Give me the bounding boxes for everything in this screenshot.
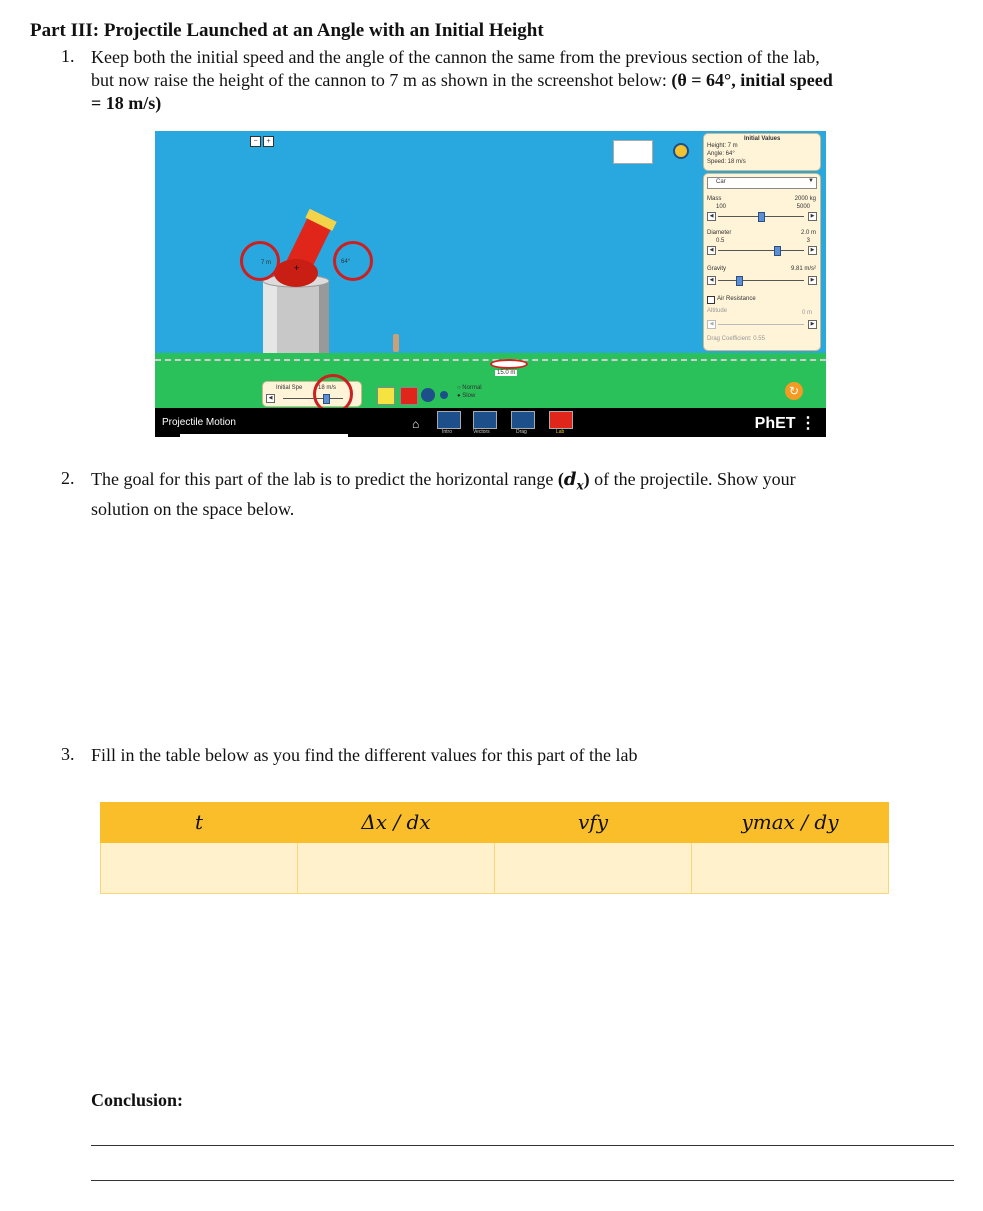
conclusion-label: Conclusion: — [91, 1090, 184, 1110]
q2-line2: solution on the space below. — [91, 498, 295, 519]
table-header-row — [101, 803, 889, 843]
speed-decrease-button[interactable]: ◀ — [266, 394, 275, 403]
header-vfy-text: vfy — [578, 810, 608, 834]
air-resistance-checkbox[interactable] — [707, 296, 715, 304]
q2-text-b: of the projectile. Show your — [589, 469, 796, 489]
eraser-button[interactable] — [377, 387, 395, 405]
cell-t[interactable] — [101, 843, 298, 894]
phet-simulation-screenshot — [155, 131, 826, 437]
question-1-text — [91, 46, 833, 115]
cannon-center-marker: + — [294, 263, 300, 273]
diameter-slider-track[interactable] — [718, 250, 804, 251]
q2-math: $(d_x)$ — [557, 469, 590, 493]
mass-max: 5000 — [796, 204, 810, 210]
tab-drag[interactable] — [511, 411, 535, 429]
q1-line3: = 18 m/s) — [91, 93, 162, 113]
initial-speed-label: Initial Spe — [276, 385, 303, 391]
speed-normal-radio[interactable]: ○ Normal — [457, 385, 482, 391]
speed-slow-radio[interactable]: ● Slow — [457, 393, 476, 399]
values-table — [100, 802, 889, 894]
question-1-number: 1. — [61, 46, 75, 66]
air-resistance-label: Air Resistance — [717, 296, 756, 302]
header-dx-text: Δx / dx — [361, 810, 431, 834]
dropdown-chevron-icon: ▼ — [808, 178, 814, 184]
tab-vectors[interactable] — [473, 411, 497, 429]
phet-logo[interactable]: PhET ⋮ — [754, 415, 816, 432]
projectile-settings-panel — [703, 173, 821, 351]
tab-lab[interactable] — [549, 411, 573, 429]
initial-speed-value: 18 m/s — [318, 385, 337, 391]
conclusion-line-2[interactable] — [91, 1180, 954, 1181]
question-3-number: 3. — [61, 744, 75, 764]
fire-button[interactable] — [400, 387, 418, 405]
mass-label: Mass — [707, 196, 722, 202]
gravity-slider-track[interactable] — [718, 280, 804, 281]
q1-line2: but now raise the height of the cannon to 7 m as shown in the screenshot below: — [91, 70, 672, 90]
diameter-max: 3 — [806, 238, 810, 244]
height-readout: Height: 7 m — [707, 143, 738, 149]
table-row — [101, 843, 889, 894]
home-icon[interactable]: ⌂ — [412, 417, 420, 431]
tab-vectors-label: Vectors — [473, 429, 490, 435]
mass-value: 2000 kg — [794, 196, 816, 202]
cell-vfy[interactable] — [495, 843, 692, 894]
question-3-text: Fill in the table below as you find the different values for this part of the lab — [91, 745, 638, 765]
angle-readout: Angle: 64° — [707, 151, 735, 157]
pedestal-shade — [319, 281, 329, 353]
header-t-text: t — [194, 810, 204, 834]
part-heading: Part III: Projectile Launched at an Angle with an Initial Height — [30, 20, 544, 41]
mass-slider-knob[interactable] — [758, 212, 765, 222]
tab-drag-label: Drag — [516, 429, 527, 435]
conclusion-line-1[interactable] — [91, 1145, 954, 1146]
q1-line1: Keep both the initial speed and the angle of the cannon the same from the previous section of the lab, — [91, 47, 820, 67]
q2-text-a: The goal for this part of the lab is to predict the horizontal range — [91, 469, 558, 489]
gravity-increase-button[interactable]: ▶ — [808, 276, 817, 285]
altitude-decrease-button[interactable]: ◀ — [707, 320, 716, 329]
diameter-decrease-button[interactable]: ◀ — [707, 246, 716, 255]
header-ymax-text: ymax / dy — [741, 810, 839, 834]
angle-highlight-ring — [333, 241, 373, 281]
header-vfy — [495, 803, 692, 843]
question-2-number: 2. — [61, 468, 75, 488]
gravity-value: 9.81 m/s² — [790, 266, 816, 272]
projectile-selected: Car — [716, 179, 726, 185]
zoom-out-icon[interactable]: − — [250, 136, 261, 147]
projectile-dropdown[interactable] — [707, 177, 817, 189]
drag-coefficient-label: Drag Coefficient: 0.55 — [707, 336, 765, 342]
altitude-slider-track[interactable] — [718, 324, 804, 325]
reset-all-button[interactable]: ↻ — [785, 382, 803, 400]
phet-brand: PhET — [754, 415, 796, 432]
slow-label: Slow — [462, 393, 476, 399]
diameter-label: Diameter — [707, 230, 732, 236]
cell-ymax[interactable] — [692, 843, 889, 894]
app-title-underline — [180, 434, 348, 437]
initial-values-panel — [703, 133, 821, 171]
tab-intro-label: Intro — [442, 429, 453, 435]
cannon-svg — [235, 201, 375, 361]
diameter-slider-knob[interactable] — [774, 246, 781, 256]
mass-min: 100 — [716, 204, 727, 210]
altitude-increase-button[interactable]: ▶ — [808, 320, 817, 329]
diameter-value: 2.0 m — [800, 230, 816, 236]
pause-button[interactable] — [421, 388, 435, 402]
diameter-increase-button[interactable]: ▶ — [808, 246, 817, 255]
gravity-label: Gravity — [707, 266, 727, 272]
step-button[interactable] — [440, 391, 448, 399]
measuring-tape-icon[interactable] — [673, 143, 689, 159]
angle-tag: 64° — [341, 259, 351, 265]
target-distance: 15.0 m — [497, 370, 516, 376]
gravity-decrease-button[interactable]: ◀ — [707, 276, 716, 285]
altitude-label: Altitude — [707, 308, 728, 314]
cell-dx[interactable] — [298, 843, 495, 894]
altitude-value: 0 m — [801, 310, 812, 316]
zoom-in-icon[interactable]: + — [263, 136, 274, 147]
tab-intro[interactable] — [437, 411, 461, 429]
mass-increase-button[interactable]: ▶ — [808, 212, 817, 221]
height-highlight-ring — [240, 241, 280, 281]
q1-params: (θ = 64°, initial speed — [671, 70, 833, 90]
gravity-slider-knob[interactable] — [736, 276, 743, 286]
tab-lab-label: Lab — [556, 429, 565, 435]
header-dx — [298, 803, 495, 843]
tools-panel[interactable] — [613, 140, 653, 164]
normal-label: Normal — [462, 385, 482, 391]
target[interactable] — [490, 359, 528, 369]
header-t — [101, 803, 298, 843]
app-title: Projectile Motion — [162, 417, 236, 428]
mass-decrease-button[interactable]: ◀ — [707, 212, 716, 221]
height-tag: 7 m — [261, 260, 272, 266]
person-figure — [393, 334, 399, 352]
diameter-min: 0.5 — [716, 238, 725, 244]
pedestal-highlight — [263, 281, 277, 353]
header-ymax — [692, 803, 889, 843]
initial-values-title: Initial Values — [744, 136, 781, 142]
speed-readout: Speed: 18 m/s — [707, 159, 746, 165]
question-2-text — [91, 468, 796, 521]
